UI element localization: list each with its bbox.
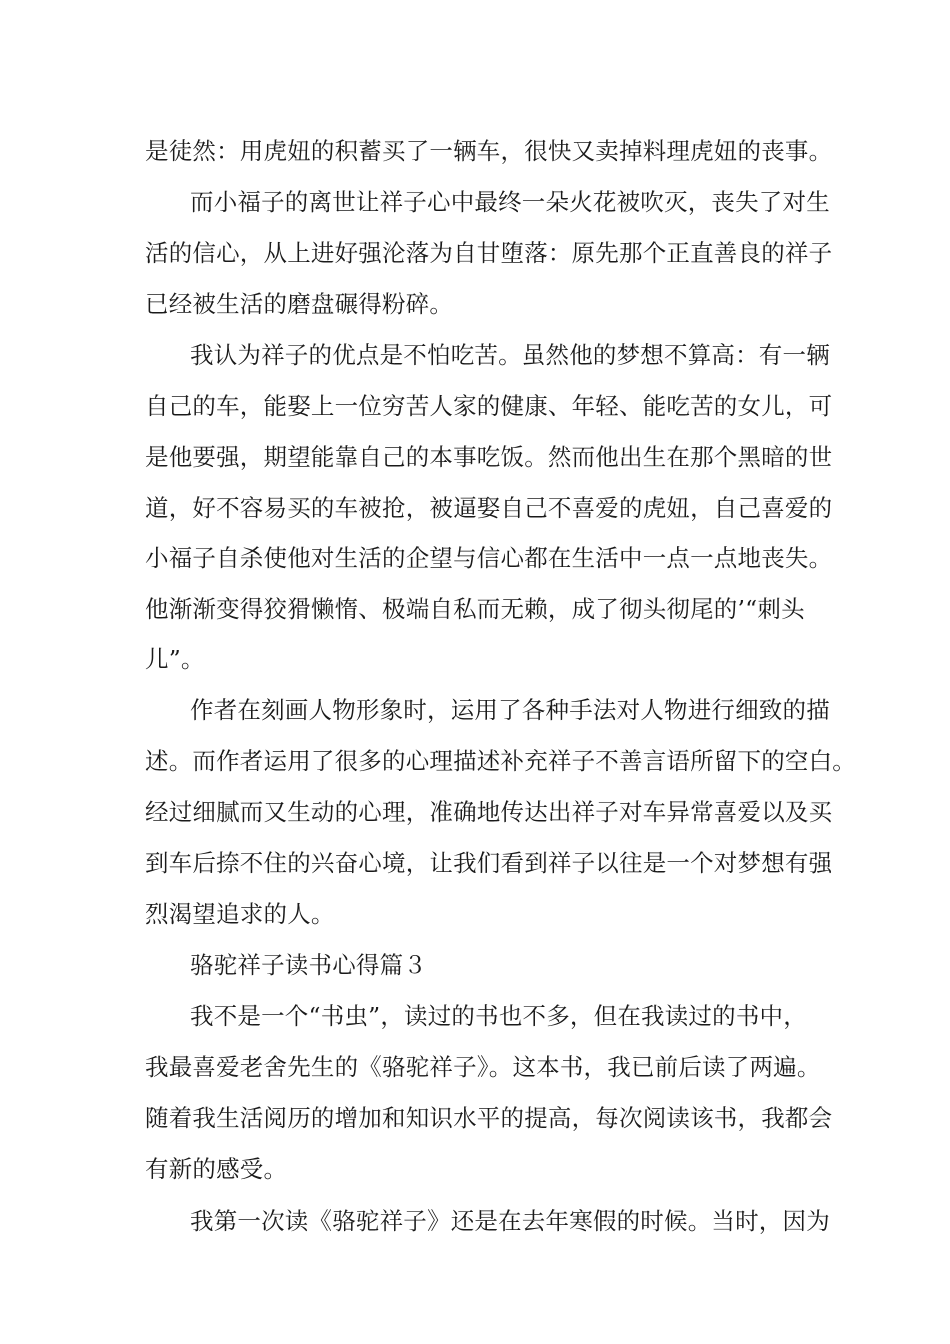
- text-line: 小福子自杀使他对生活的企望与信心都在生活中一点一点地丧失。: [145, 544, 833, 572]
- text-line: 是他要强，期望能靠自己的本事吃饭。然而他出生在那个黑暗的世: [145, 443, 833, 471]
- text-line: 烈渴望追求的人。: [145, 900, 335, 928]
- text-line: 到车后捺不住的兴奋心境，让我们看到祥子以往是一个对梦想有强: [145, 849, 833, 877]
- paragraph-start-line: 我认为祥子的优点是不怕吃苦。虽然他的梦想不算高：有一辆: [190, 341, 830, 369]
- paragraph-start-line: 作者在刻画人物形象时，运用了各种手法对人物进行细致的描: [190, 696, 830, 724]
- text-line: 已经被生活的磨盘碾得粉碎。: [145, 290, 454, 318]
- text-line: 他渐渐变得狡猾懒惰、极端自私而无赖，成了彻头彻尾的’“刺头: [145, 595, 805, 623]
- text-line: 有新的感受。: [145, 1155, 288, 1183]
- section-heading: 骆驼祥子读书心得篇３: [190, 951, 427, 979]
- text-line: 儿”。: [145, 645, 205, 673]
- text-line: 自己的车，能娶上一位穷苦人家的健康、年轻、能吃苦的女儿，可: [145, 392, 833, 420]
- paragraph-start-line: 我第一次读《骆驼祥子》还是在去年寒假的时候。当时，因为: [190, 1207, 830, 1235]
- text-line: 是徒然：用虎妞的积蓄买了一辆车，很快又卖掉料理虎妞的丧事。: [145, 137, 833, 165]
- text-line: 随着我生活阅历的增加和知识水平的提高，每次阅读该书，我都会: [145, 1104, 833, 1132]
- text-line: 经过细腻而又生动的心理，准确地传达出祥子对车异常喜爱以及买: [145, 798, 833, 826]
- text-line: 我最喜爱老舍先生的《骆驼祥子》。这本书，我已前后读了两遍。: [145, 1053, 821, 1081]
- text-line: 活的信心，从上进好强沦落为自甘堕落：原先那个正直善良的祥子: [145, 239, 833, 267]
- paragraph-start-line: 我不是一个“书虫”，读过的书也不多，但在我读过的书中，: [190, 1002, 807, 1030]
- text-line: 道，好不容易买的车被抢，被逼娶自己不喜爱的虎妞，自己喜爱的: [145, 494, 833, 522]
- paragraph-start-line: 而小福子的离世让祥子心中最终一朵火花被吹灭，丧失了对生: [190, 188, 830, 216]
- text-line: 述。而作者运用了很多的心理描述补充祥子不善言语所留下的空白。: [145, 747, 856, 775]
